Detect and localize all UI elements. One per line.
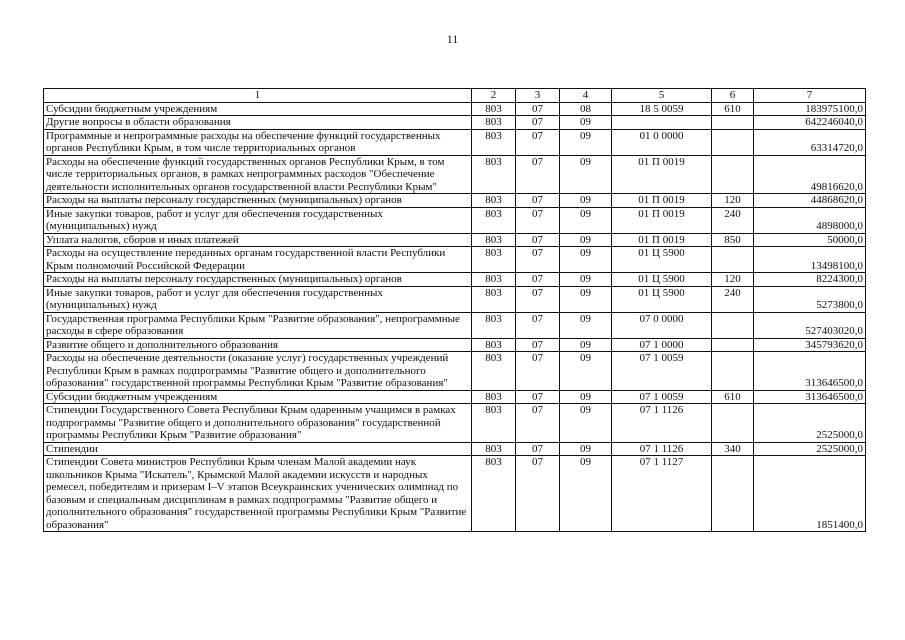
- header-col-2: 2: [472, 89, 516, 103]
- row-name: Расходы на обеспечение функций государственных органов Республики Крым, в том числе территориальных органов, в рамках непрограммных расходов "Обеспечение деятельности исполнительных органов государственной власти Республики Крым": [44, 155, 472, 194]
- row-code-chapter: 803: [472, 273, 516, 287]
- row-code-expense-type: [712, 456, 754, 532]
- row-code-chapter: 803: [472, 247, 516, 273]
- header-col-7: 7: [754, 89, 866, 103]
- row-code-expense-type: [712, 338, 754, 352]
- row-name: Расходы на осуществление переданных органам государственной власти Республики Крым полномочий Российской Федерации: [44, 247, 472, 273]
- row-code-section: 07: [516, 352, 560, 391]
- row-code-subsection: 08: [560, 102, 612, 116]
- row-code-target: 01 0 0000: [612, 129, 712, 155]
- row-amount: 50000,0: [754, 233, 866, 247]
- row-code-subsection: 09: [560, 442, 612, 456]
- row-name: Программные и непрограммные расходы на обеспечение функций государственных органов Республики Крым, в том числе территориальных органов: [44, 129, 472, 155]
- header-col-4: 4: [560, 89, 612, 103]
- table-row: [44, 286, 866, 312]
- row-amount: 642246040,0: [754, 116, 866, 130]
- row-code-chapter: 803: [472, 102, 516, 116]
- row-amount: 5273800,0: [754, 286, 866, 312]
- header-col-1: 1: [44, 89, 472, 103]
- row-amount: 2525000,0: [754, 442, 866, 456]
- row-code-chapter: 803: [472, 155, 516, 194]
- row-code-chapter: 803: [472, 404, 516, 443]
- table-row: [44, 338, 866, 352]
- row-amount: 2525000,0: [754, 404, 866, 443]
- row-name: Субсидии бюджетным учреждениям: [44, 390, 472, 404]
- row-amount: 345793620,0: [754, 338, 866, 352]
- row-code-subsection: 09: [560, 116, 612, 130]
- row-code-section: 07: [516, 338, 560, 352]
- row-code-subsection: 09: [560, 286, 612, 312]
- table-row: [44, 390, 866, 404]
- row-code-section: 07: [516, 247, 560, 273]
- row-code-section: 07: [516, 116, 560, 130]
- row-code-target: 18 5 0059: [612, 102, 712, 116]
- header-col-5: 5: [612, 89, 712, 103]
- row-code-section: 07: [516, 390, 560, 404]
- row-code-section: 07: [516, 456, 560, 532]
- row-code-expense-type: 340: [712, 442, 754, 456]
- row-name: Расходы на выплаты персоналу государственных (муниципальных) органов: [44, 273, 472, 287]
- row-code-subsection: 09: [560, 129, 612, 155]
- row-code-section: 07: [516, 155, 560, 194]
- table-row: [44, 456, 866, 532]
- row-amount: 8224300,0: [754, 273, 866, 287]
- row-code-target: [612, 116, 712, 130]
- row-amount: 4898000,0: [754, 207, 866, 233]
- row-code-subsection: 09: [560, 312, 612, 338]
- row-code-target: 07 1 0059: [612, 352, 712, 391]
- row-name: Уплата налогов, сборов и иных платежей: [44, 233, 472, 247]
- row-code-expense-type: 120: [712, 194, 754, 208]
- row-name: Другие вопросы в области образования: [44, 116, 472, 130]
- row-amount: 183975100,0: [754, 102, 866, 116]
- table-row: [44, 442, 866, 456]
- row-code-expense-type: [712, 129, 754, 155]
- row-code-target: 07 1 1127: [612, 456, 712, 532]
- row-code-section: 07: [516, 194, 560, 208]
- row-code-expense-type: [712, 352, 754, 391]
- row-amount: 527403020,0: [754, 312, 866, 338]
- row-code-expense-type: 610: [712, 102, 754, 116]
- row-name: Развитие общего и дополнительного образования: [44, 338, 472, 352]
- row-code-expense-type: 240: [712, 286, 754, 312]
- row-code-section: 07: [516, 286, 560, 312]
- row-code-section: 07: [516, 404, 560, 443]
- row-code-target: 07 0 0000: [612, 312, 712, 338]
- row-name: Стипендии Совета министров Республики Крым членам Малой академии наук школьников Крыма "Искатель", Крымской Малой академии искусств и народных ремесел, победителям и призерам I–V этапов Всеукраинских ученических олимпиад по базовым и специальным дисциплинам в рамках подпрограммы "Развитие общего и дополнительного образования" государственной программы Республики Крым "Развитие образования": [44, 456, 472, 532]
- row-code-subsection: 09: [560, 207, 612, 233]
- row-name: Стипендии: [44, 442, 472, 456]
- row-code-subsection: 09: [560, 390, 612, 404]
- header-row: [44, 89, 866, 103]
- row-code-section: 07: [516, 273, 560, 287]
- table-row: [44, 155, 866, 194]
- table-row: [44, 102, 866, 116]
- row-name: Стипендии Государственного Совета Республики Крым одаренным учащимся в рамках подпрограммы "Развитие общего и дополнительного образования" государственной программы Республики Крым "Развитие образования": [44, 404, 472, 443]
- row-code-target: 01 П 0019: [612, 207, 712, 233]
- row-name: Государственная программа Республики Крым "Развитие образования", непрограммные расходы в сфере образования: [44, 312, 472, 338]
- row-code-target: 01 Ц 5900: [612, 273, 712, 287]
- row-amount: 313646500,0: [754, 390, 866, 404]
- row-code-expense-type: [712, 312, 754, 338]
- budget-table: [43, 88, 866, 532]
- row-code-expense-type: [712, 155, 754, 194]
- row-code-expense-type: [712, 116, 754, 130]
- row-amount: 313646500,0: [754, 352, 866, 391]
- row-code-expense-type: [712, 404, 754, 443]
- row-name: Субсидии бюджетным учреждениям: [44, 102, 472, 116]
- row-code-target: 07 1 0059: [612, 390, 712, 404]
- row-code-subsection: 09: [560, 233, 612, 247]
- row-name: Расходы на обеспечение деятельности (оказание услуг) государственных учреждений Республики Крым в рамках подпрограммы "Развитие общего и дополнительного образования" государственной программы Республики Крым "Развитие образования": [44, 352, 472, 391]
- row-code-subsection: 09: [560, 194, 612, 208]
- row-amount: 13498100,0: [754, 247, 866, 273]
- row-name: Иные закупки товаров, работ и услуг для обеспечения государственных (муниципальных) нужд: [44, 207, 472, 233]
- row-code-target: 01 П 0019: [612, 233, 712, 247]
- row-code-expense-type: 610: [712, 390, 754, 404]
- row-code-subsection: 09: [560, 338, 612, 352]
- table-row: [44, 194, 866, 208]
- table-row: [44, 233, 866, 247]
- table-row: [44, 247, 866, 273]
- row-name: Расходы на выплаты персоналу государственных (муниципальных) органов: [44, 194, 472, 208]
- row-code-target: 01 Ц 5900: [612, 286, 712, 312]
- row-code-subsection: 09: [560, 273, 612, 287]
- row-code-chapter: 803: [472, 116, 516, 130]
- table-row: [44, 404, 866, 443]
- row-code-chapter: 803: [472, 442, 516, 456]
- table-row: [44, 129, 866, 155]
- row-code-subsection: 09: [560, 155, 612, 194]
- page-number: 11: [446, 32, 459, 46]
- row-code-chapter: 803: [472, 233, 516, 247]
- row-code-subsection: 09: [560, 456, 612, 532]
- table-row: [44, 116, 866, 130]
- row-code-section: 07: [516, 233, 560, 247]
- row-amount: 44868620,0: [754, 194, 866, 208]
- row-code-target: 01 Ц 5900: [612, 247, 712, 273]
- row-code-expense-type: 240: [712, 207, 754, 233]
- table-row: [44, 273, 866, 287]
- row-code-target: 01 П 0019: [612, 155, 712, 194]
- row-code-target: 07 1 0000: [612, 338, 712, 352]
- row-code-section: 07: [516, 129, 560, 155]
- row-amount: 49816620,0: [754, 155, 866, 194]
- row-amount: 1851400,0: [754, 456, 866, 532]
- row-name: Иные закупки товаров, работ и услуг для обеспечения государственных (муниципальных) нужд: [44, 286, 472, 312]
- row-code-expense-type: [712, 247, 754, 273]
- row-code-chapter: 803: [472, 312, 516, 338]
- row-code-section: 07: [516, 312, 560, 338]
- row-code-chapter: 803: [472, 207, 516, 233]
- row-code-chapter: 803: [472, 286, 516, 312]
- row-code-chapter: 803: [472, 338, 516, 352]
- table-row: [44, 207, 866, 233]
- row-code-chapter: 803: [472, 390, 516, 404]
- row-code-target: 07 1 1126: [612, 404, 712, 443]
- row-code-target: 07 1 1126: [612, 442, 712, 456]
- row-code-section: 07: [516, 442, 560, 456]
- row-code-section: 07: [516, 207, 560, 233]
- row-code-expense-type: 850: [712, 233, 754, 247]
- row-code-expense-type: 120: [712, 273, 754, 287]
- row-amount: 63314720,0: [754, 129, 866, 155]
- row-code-section: 07: [516, 102, 560, 116]
- row-code-subsection: 09: [560, 352, 612, 391]
- row-code-chapter: 803: [472, 352, 516, 391]
- row-code-target: 01 П 0019: [612, 194, 712, 208]
- row-code-subsection: 09: [560, 404, 612, 443]
- header-col-6: 6: [712, 89, 754, 103]
- header-col-3: 3: [516, 89, 560, 103]
- table-row: [44, 312, 866, 338]
- row-code-chapter: 803: [472, 456, 516, 532]
- row-code-chapter: 803: [472, 129, 516, 155]
- row-code-chapter: 803: [472, 194, 516, 208]
- row-code-subsection: 09: [560, 247, 612, 273]
- table-row: [44, 352, 866, 391]
